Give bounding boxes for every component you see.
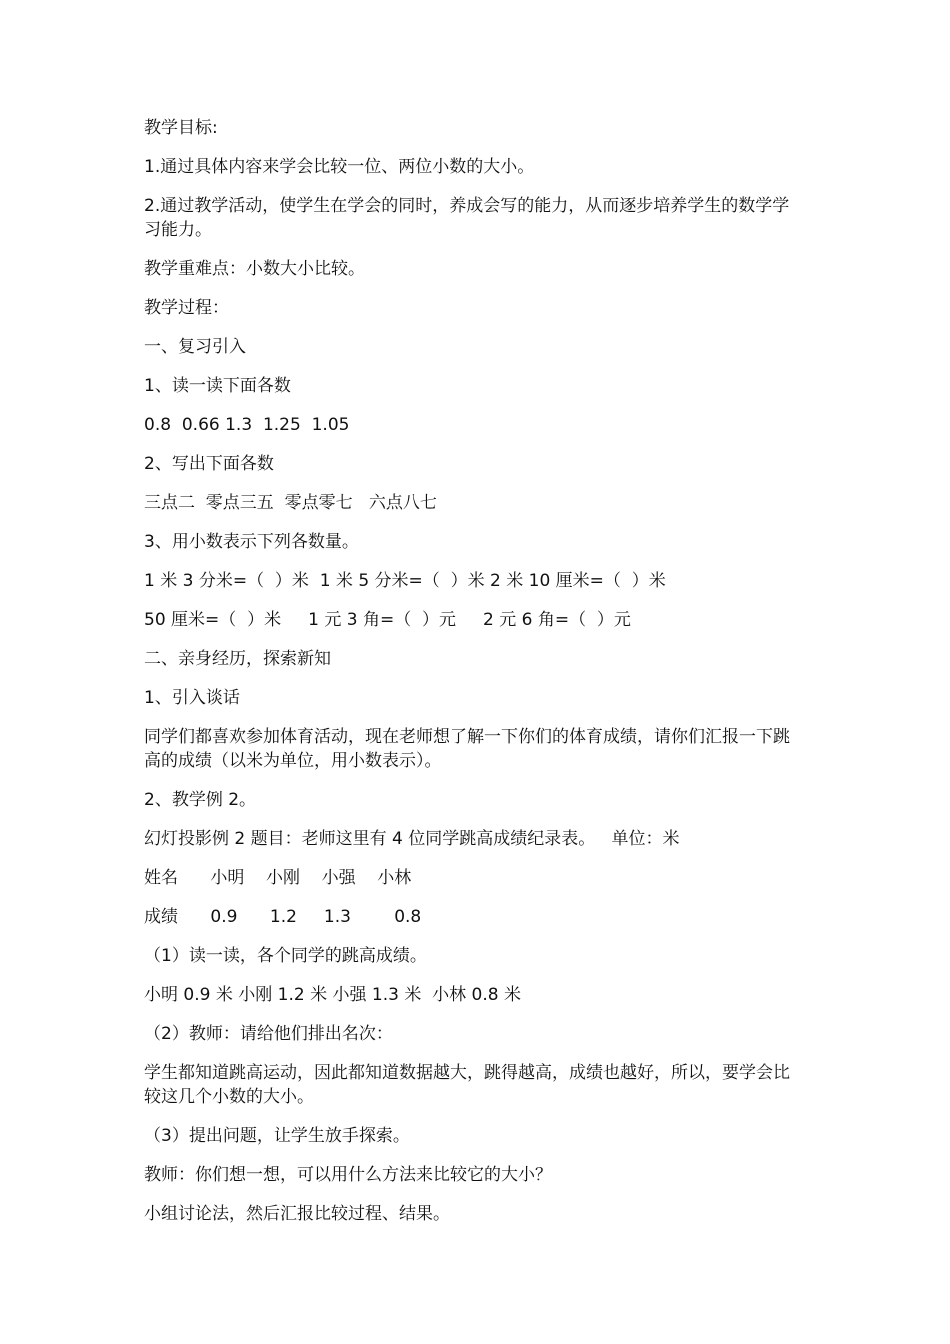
section-review-intro: 一、复习引入	[144, 337, 246, 357]
quantities-line-1: 1 米 3 分米=（ ）米 1 米 5 分米=（ ）米 2 米 10 厘米=（ ）米	[144, 571, 666, 591]
ranking-explanation: 学生都知道跳高运动，因此都知道数据越大，跳得越高，成绩也越好，所以，要学会比较这几个小数的大小。	[144, 1063, 790, 1107]
task-pose-question: （3）提出问题，让学生放手探索。	[144, 1126, 410, 1146]
exercise-write-numbers: 2、写出下面各数	[144, 454, 274, 474]
step-intro-talk: 1、引入谈话	[144, 688, 240, 708]
exercise-read-numbers: 1、读一读下面各数	[144, 376, 291, 396]
intro-talk-text: 同学们都喜欢参加体育活动，现在老师想了解一下你们的体育成绩，请你们汇报一下跳高的成绩（以米为单位，用小数表示）。	[144, 727, 790, 771]
group-discussion: 小组讨论法，然后汇报比较过程、结果。	[144, 1204, 450, 1224]
goal-item-2: 2.通过教学活动，使学生在学会的同时，养成会写的能力，从而逐步培养学生的数学学习能力。	[144, 196, 790, 240]
key-difficulty: 教学重难点：小数大小比较。	[144, 259, 365, 279]
teacher-question: 教师：你们想一想，可以用什么方法来比较它的大小？	[144, 1165, 552, 1185]
exercise-decimal-quantities: 3、用小数表示下列各数量。	[144, 532, 359, 552]
goal-item-1: 1.通过具体内容来学会比较一位、两位小数的大小。	[144, 157, 535, 177]
example-2-prompt: 幻灯投影例 2 题目：老师这里有 4 位同学跳高成绩纪录表。 单位：米	[144, 829, 680, 849]
heading-teaching-goals: 教学目标:	[144, 118, 218, 138]
task-read-scores: （1）读一读，各个同学的跳高成绩。	[144, 946, 427, 966]
document-body	[144, 116, 804, 1241]
scores-read-line: 小明 0.9 米 小刚 1.2 米 小强 1.3 米 小林 0.8 米	[144, 985, 521, 1005]
record-scores-row: 成绩 0.9 1.2 1.3 0.8	[144, 907, 422, 927]
quantities-line-2: 50 厘米=（ ）米 1 元 3 角=（ ）元 2 元 6 角=（ ）元	[144, 610, 631, 630]
numbers-to-write: 三点二 零点三五 零点零七 六点八七	[144, 493, 437, 513]
numbers-to-read: 0.8 0.66 1.3 1.25 1.05	[144, 415, 350, 435]
step-example-2: 2、教学例 2。	[144, 790, 257, 810]
task-ranking: （2）教师：请给他们排出名次：	[144, 1024, 393, 1044]
record-names-row: 姓名 小明 小刚 小强 小林	[144, 868, 412, 888]
heading-teaching-process: 教学过程：	[144, 298, 229, 318]
section-explore: 二、亲身经历，探索新知	[144, 649, 331, 669]
